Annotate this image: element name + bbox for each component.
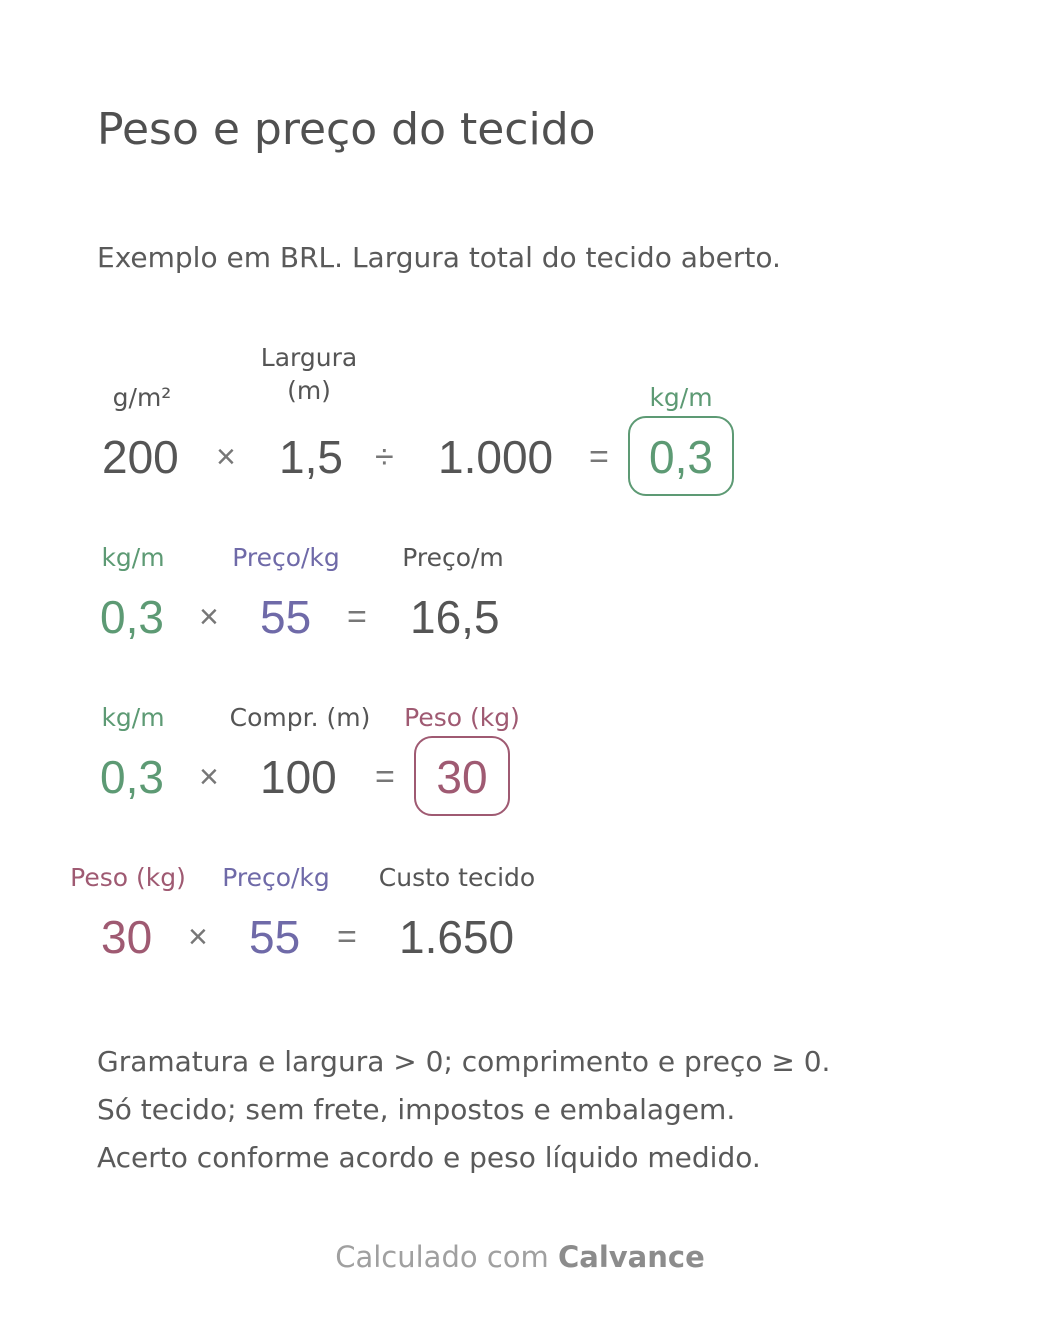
operator-multiply: ×: [199, 598, 219, 636]
footer-brand[interactable]: Calvance: [557, 1240, 705, 1274]
label-kg-per-m: kg/m: [101, 543, 165, 572]
footer-credit: [0, 1240, 1040, 1274]
result-price-per-m: 16,5: [410, 591, 500, 643]
value-weight-kg: 30: [101, 911, 153, 963]
notes: [97, 1038, 830, 1182]
operator-equals: =: [589, 438, 609, 476]
value-width: 1,5: [279, 431, 343, 483]
operator-divide: ÷: [375, 438, 394, 476]
value-price-per-kg: 55: [249, 911, 301, 963]
label-width-line2: (m): [287, 375, 331, 405]
value-kg-per-m: 0,3: [100, 591, 164, 643]
label-weight-kg: Peso (kg): [70, 863, 186, 892]
label-length: Compr. (m): [229, 703, 371, 732]
value-kg-per-m: 0,3: [100, 751, 164, 803]
footer-prefix: Calculado com: [335, 1240, 558, 1274]
note-line: Gramatura e largura > 0; comprimento e preço ≥ 0.: [97, 1045, 831, 1078]
label-kg-per-m: kg/m: [101, 703, 165, 732]
value-divisor: 1.000: [438, 431, 554, 483]
page-subtitle: Exemplo em BRL. Largura total do tecido aberto.: [97, 241, 781, 274]
operator-equals: =: [337, 918, 357, 956]
operator-multiply: ×: [216, 438, 236, 476]
label-width-line1: Largura: [260, 343, 358, 372]
value-price-per-kg: 55: [260, 591, 312, 643]
label-price-per-kg: Preço/kg: [222, 863, 330, 892]
label-gsm: g/m²: [112, 383, 172, 412]
label-width: [249, 342, 369, 407]
result-weight-kg: 30: [436, 751, 488, 803]
page-title: Peso e preço do tecido: [97, 104, 596, 155]
value-gsm: 200: [102, 431, 179, 483]
result-kg-per-m: 0,3: [649, 431, 713, 483]
label-price-per-kg: Preço/kg: [232, 543, 340, 572]
operator-multiply: ×: [188, 918, 208, 956]
note-line: Só tecido; sem frete, impostos e embalagem.: [97, 1093, 736, 1126]
label-weight-kg: Peso (kg): [404, 703, 520, 732]
operator-equals: =: [347, 598, 367, 636]
label-fabric-cost: Custo tecido: [378, 863, 536, 892]
label-price-per-m: Preço/m: [402, 543, 504, 572]
label-kg-per-m: kg/m: [649, 383, 713, 412]
value-length: 100: [260, 751, 337, 803]
note-line: Acerto conforme acordo e peso líquido medido.: [97, 1141, 761, 1174]
operator-multiply: ×: [199, 758, 219, 796]
operator-equals: =: [375, 758, 395, 796]
result-fabric-cost: 1.650: [399, 911, 515, 963]
